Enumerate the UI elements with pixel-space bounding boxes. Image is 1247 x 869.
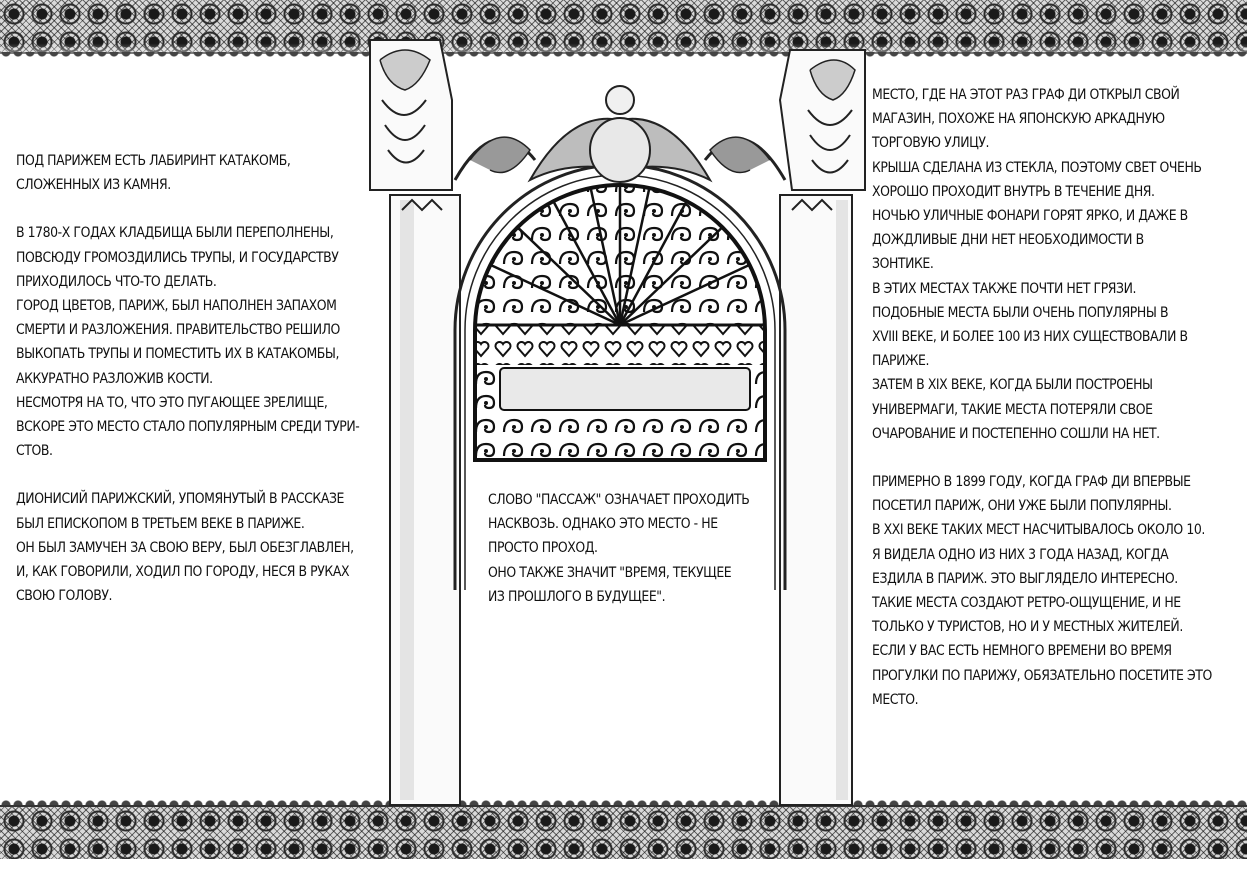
ornate-arched-iron-gate-icon bbox=[360, 30, 880, 815]
center-text-column bbox=[488, 488, 763, 609]
saint-denis-paragraph: ДИОНИСИЙ ПАРИЖСКИЙ, УПОМЯНУТЫЙ В РАССКАЗЕ БЫЛ ЕПИСКОПОМ В ТРЕТЬЕМ ВЕКЕ В ПАРИЖЕ. ОН БЫЛ ЗАМУЧЕН ЗА СВОЮ ВЕРУ, БЫЛ ОБЕЗГЛАВЛЕН, И, КАК ГОВОРИЛИ, ХОДИЛ ПО ГОРОДУ, НЕСЯ В РУКАХ СВОЮ ГОЛОВУ. bbox=[16, 491, 354, 605]
catacombs-intro-paragraph: ПОД ПАРИЖЕМ ЕСТЬ ЛАБИРИНТ КАТАКОМБ, СЛОЖЕННЫХ ИЗ КАМНЯ. bbox=[16, 153, 291, 194]
right-pillar bbox=[780, 50, 865, 805]
catacombs-history-paragraph: В 1780-Х ГОДАХ КЛАДБИЩА БЫЛИ ПЕРЕПОЛНЕНЫ, ПОВСЮДУ ГРОМОЗДИЛИСЬ ТРУПЫ, И ГОСУДАРСТВУ ПРИХОДИЛОСЬ ЧТО-ТО ДЕЛАТЬ. ГОРОД ЦВЕТОВ, ПАРИЖ, БЫЛ НАПОЛНЕН ЗАПАХОМ СМЕРТИ И РАЗЛОЖЕНИЯ. ПРАВИТЕЛЬСТВО РЕШИЛО ВЫКОПАТЬ ТРУПЫ И ПОМЕСТИТЬ ИХ В КАТАКОМБЫ, АККУРАТНО РАЗЛОЖИВ КОСТИ. НЕСМОТРЯ НА ТО, ЧТО ЭТО ПУГАЮЩЕЕ ЗРЕЛИЩЕ, ВСКОРЕ ЭТО МЕСТО СТАЛО ПОПУЛЯРНЫМ СРЕДИ ТУРИ- СТОВ. bbox=[16, 225, 360, 460]
arcade-description-paragraph: МЕСТО, ГДЕ НА ЭТОТ РАЗ ГРАФ ДИ ОТКРЫЛ СВОЙ МАГАЗИН, ПОХОЖЕ НА ЯПОНСКУЮ АРКАДНУЮ ТОРГОВУЮ УЛИЦУ. КРЫША СДЕЛАНА ИЗ СТЕКЛА, ПОЭТОМУ СВЕТ ОЧЕНЬ ХОРОШО ПРОХОДИТ ВНУТРЬ В ТЕЧЕНИЕ ДНЯ. НОЧЬЮ УЛИЧНЫЕ ФОНАРИ ГОРЯТ ЯРКО, И ДАЖЕ В ДОЖДЛИВЫЕ ДНИ НЕТ НЕОБХОДИМОСТИ В ЗОНТИКЕ. В ЭТИХ МЕСТАХ ТАКЖЕ ПОЧТИ НЕТ ГРЯЗИ. ПОДОБНЫЕ МЕСТА БЫЛИ ОЧЕНЬ ПОПУЛЯРНЫ В XVIII ВЕКЕ, И БОЛЕЕ 100 ИЗ НИХ СУЩЕСТВОВАЛИ В ПАРИЖЕ. ЗАТЕМ В XIX ВЕКЕ, КОГДА БЫЛИ ПОСТРОЕНЫ УНИВЕРМАГИ, ТАКИЕ МЕСТА ПОТЕРЯЛИ СВОЕ ОЧАРОВАНИЕ И ПОСТЕПЕННО СОШЛИ НА НЕТ. bbox=[872, 87, 1202, 442]
right-text-column bbox=[872, 83, 1242, 712]
left-text-column bbox=[16, 149, 386, 608]
passage-meaning-paragraph: СЛОВО "ПАССАЖ" ОЗНАЧАЕТ ПРОХОДИТЬ НАСКВОЗЬ. ОДНАКО ЭТО МЕСТО - НЕ ПРОСТО ПРОХОД. ОНО ТАКЖЕ ЗНАЧИТ "ВРЕМЯ, ТЕКУЩЕЕ ИЗ ПРОШЛОГО В БУДУЩЕЕ". bbox=[488, 492, 750, 605]
arcade-today-paragraph: ПРИМЕРНО В 1899 ГОДУ, КОГДА ГРАФ ДИ ВПЕРВЫЕ ПОСЕТИЛ ПАРИЖ, ОНИ УЖЕ БЫЛИ ПОПУЛЯРНЫ. В XXI ВЕКЕ ТАКИХ МЕСТ НАСЧИТЫВАЛОСЬ ОКОЛО 10. Я ВИДЕЛА ОДНО ИЗ НИХ 3 ГОДА НАЗАД, КОГДА ЕЗДИЛА В ПАРИЖ. ЭТО ВЫГЛЯДЕЛО ИНТЕРЕСНО. ТАКИЕ МЕСТА СОЗДАЮТ РЕТРО-ОЩУЩЕНИЕ, И НЕ ТОЛЬКО У ТУРИСТОВ, НО И У МЕСТНЫХ ЖИТЕЛЕЙ. ЕСЛИ У ВАС ЕСТЬ НЕМНОГО ВРЕМЕНИ ВО ВРЕМЯ ПРОГУЛКИ ПО ПАРИЖУ, ОБЯЗАТЕЛЬНО ПОСЕТИТЕ ЭТО МЕСТО. bbox=[872, 474, 1212, 708]
